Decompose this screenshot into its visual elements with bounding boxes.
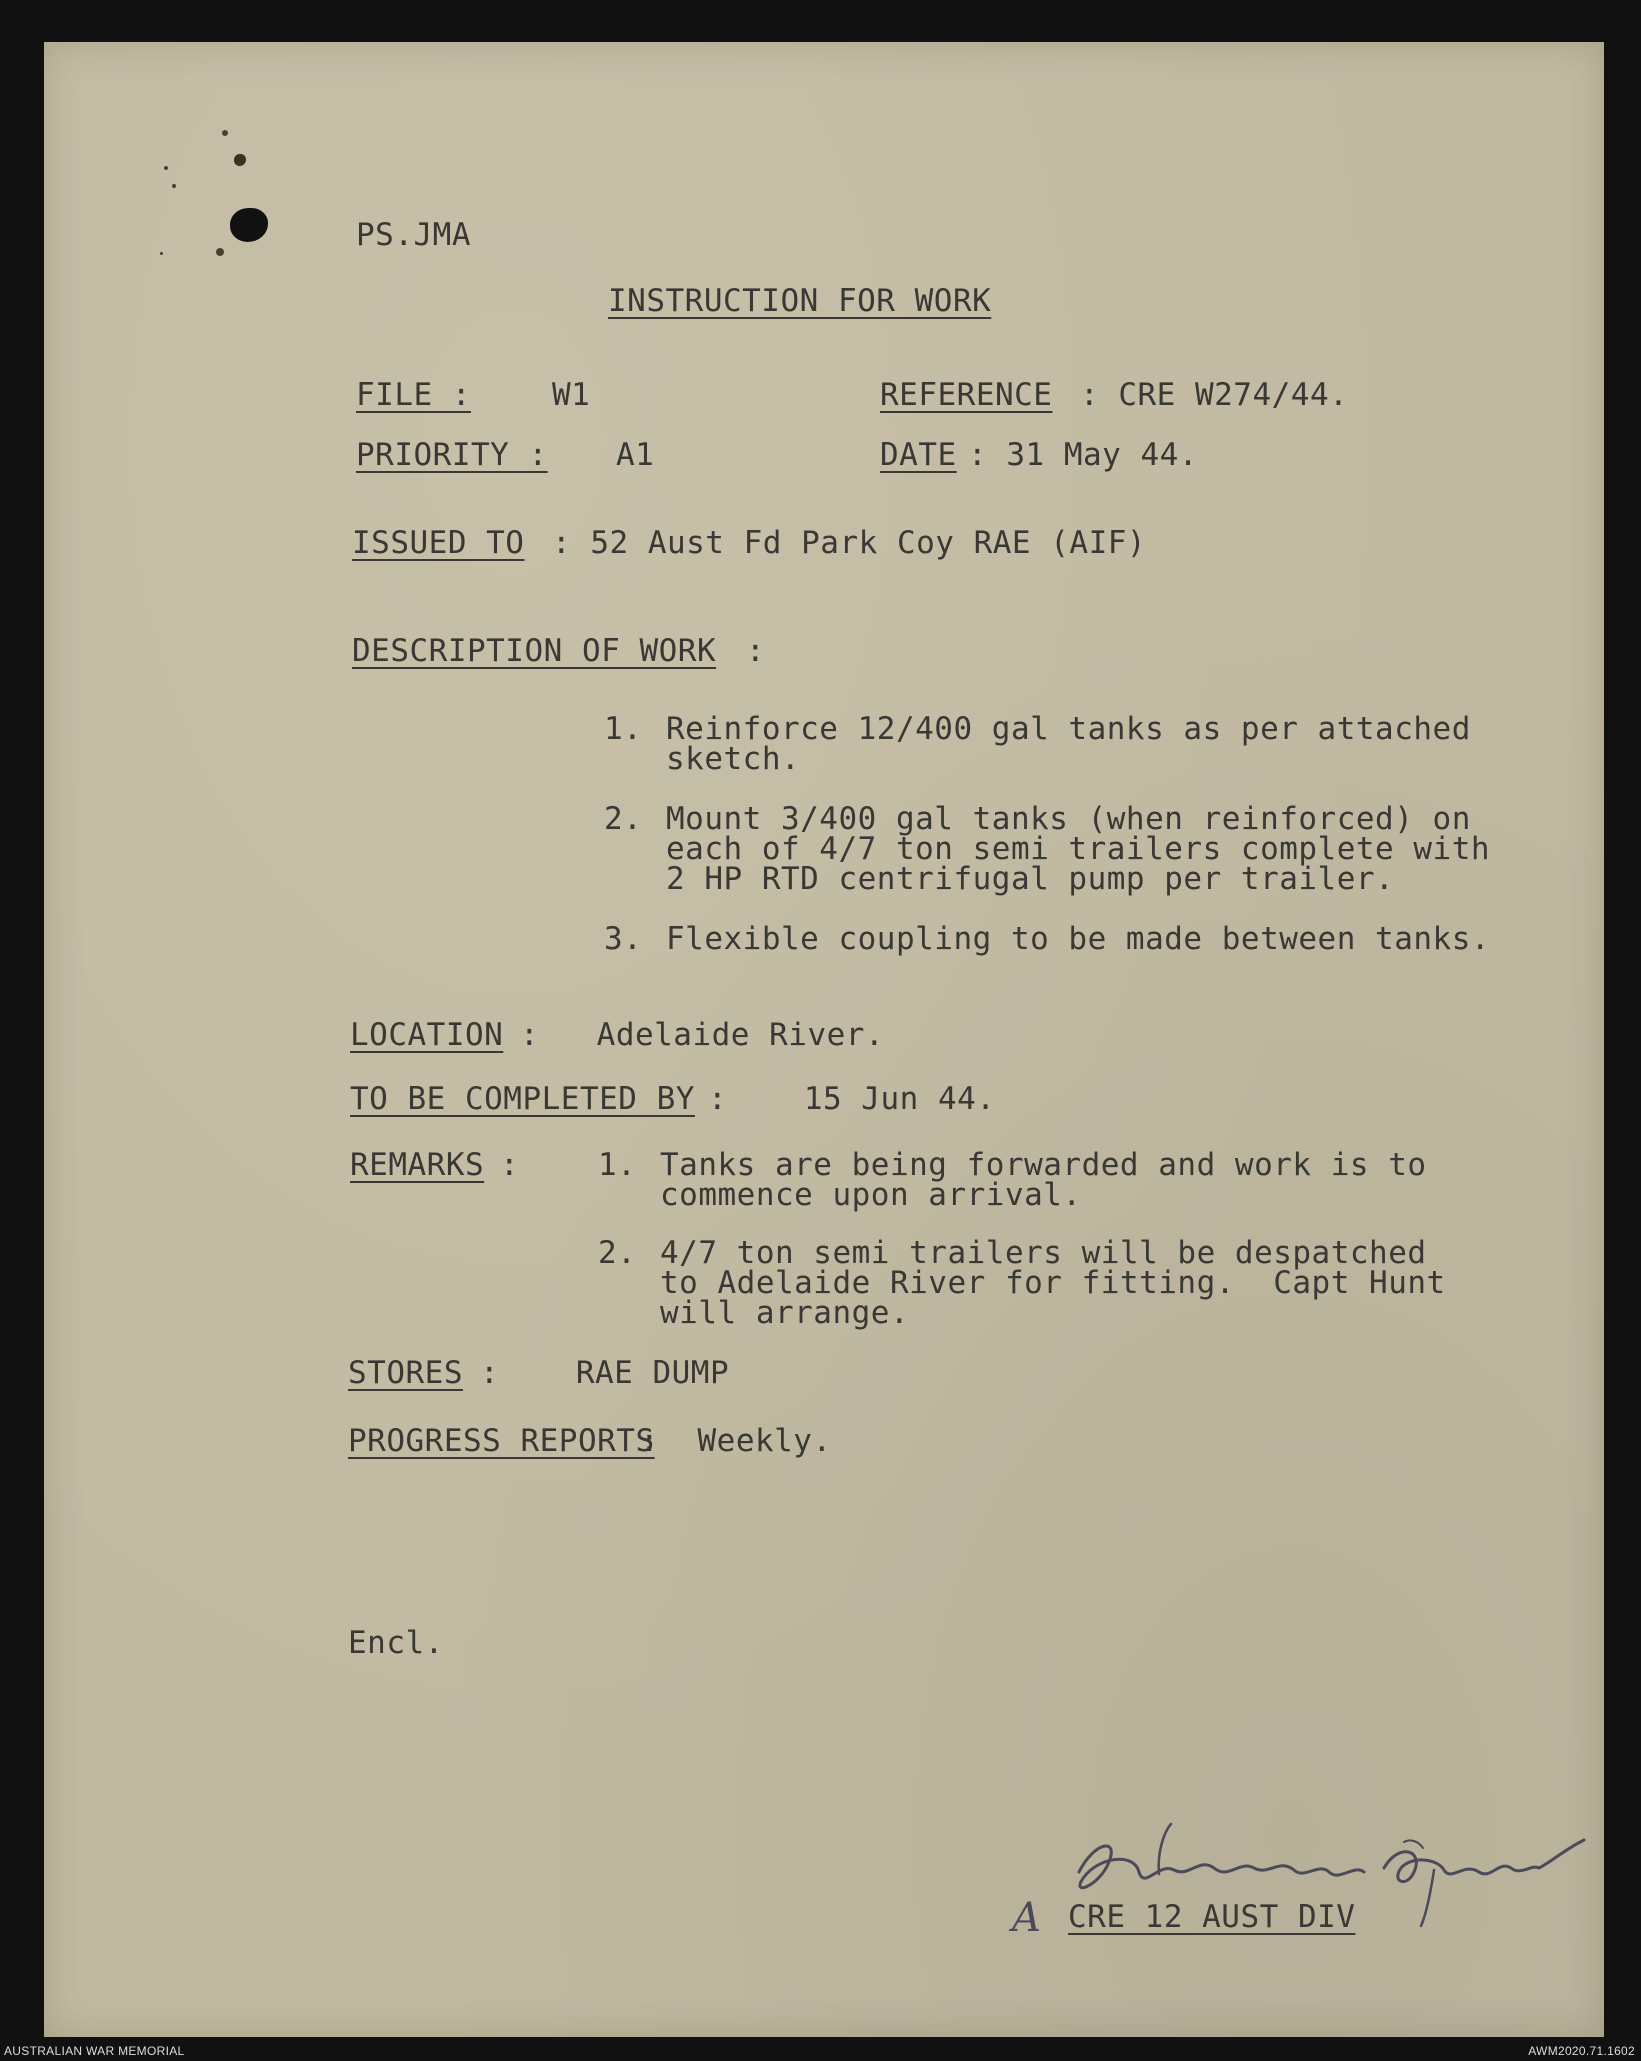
page-title: INSTRUCTION FOR WORK xyxy=(608,283,992,319)
signature-block: CRE 12 AUST DIV xyxy=(1068,1899,1356,1935)
description-item-text: Reinforce 12/400 gal tanks as per attached sketch. xyxy=(666,711,1471,777)
priority-value: A1 xyxy=(616,437,655,473)
remarks-item-number: 2. xyxy=(598,1235,637,1271)
file-value: W1 xyxy=(552,377,591,413)
location-label: LOCATION xyxy=(350,1017,504,1053)
description-item-text: Flexible coupling to be made between tanks. xyxy=(666,921,1491,957)
stores-value: : RAE DUMP xyxy=(480,1355,730,1391)
speck xyxy=(172,184,176,188)
speck xyxy=(160,252,163,255)
speck xyxy=(216,248,224,256)
completed-by-label: TO BE COMPLETED BY xyxy=(350,1081,695,1117)
location-value: : Adelaide River. xyxy=(520,1017,885,1053)
archive-institution: AUSTRALIAN WAR MEMORIAL xyxy=(4,2044,185,2058)
reference-label: REFERENCE xyxy=(880,377,1053,413)
remarks-label: REMARKS xyxy=(350,1147,485,1183)
date-value: : 31 May 44. xyxy=(968,437,1198,473)
completed-by-value: : 15 Jun 44. xyxy=(708,1081,996,1117)
date-label: DATE xyxy=(880,437,957,473)
speck xyxy=(222,130,228,136)
enclosure-note: Encl. xyxy=(348,1625,444,1661)
description-item-text: Mount 3/400 gal tanks (when reinforced) on each of 4/7 ton semi trailers complete with 2 HP RTD centrifugal pump per trailer. xyxy=(666,801,1491,897)
remarks-colon: : xyxy=(500,1147,520,1183)
punch-hole-small xyxy=(234,154,246,166)
document-page xyxy=(44,42,1604,2037)
remarks-item-number: 1. xyxy=(598,1147,637,1183)
progress-reports-value: : Weekly. xyxy=(640,1423,832,1459)
speck xyxy=(164,166,168,170)
description-colon: : xyxy=(746,633,766,669)
description-item-number: 1. xyxy=(604,711,643,747)
description-label: DESCRIPTION OF WORK xyxy=(352,633,717,669)
signature-prefix: A xyxy=(1012,1895,1042,1941)
description-item-number: 3. xyxy=(604,921,643,957)
ref-initials: PS.JMA xyxy=(356,217,471,253)
issued-to-label: ISSUED TO xyxy=(352,525,525,561)
archive-accession-number: AWM2020.71.1602 xyxy=(1528,2044,1635,2058)
issued-to-value: : 52 Aust Fd Park Coy RAE (AIF) xyxy=(552,525,1147,561)
remarks-item-text: Tanks are being forwarded and work is to commence upon arrival. xyxy=(660,1147,1427,1213)
punch-hole xyxy=(230,208,268,242)
stores-label: STORES xyxy=(348,1355,463,1391)
file-label: FILE : xyxy=(356,377,471,413)
description-item-number: 2. xyxy=(604,801,643,837)
progress-reports-label: PROGRESS REPORTS xyxy=(348,1423,655,1459)
remarks-item-text: 4/7 ton semi trailers will be despatched to Adelaide River for fitting. Capt Hunt will arrange. xyxy=(660,1235,1446,1331)
handwritten-signature xyxy=(1039,1802,1599,1962)
priority-label: PRIORITY : xyxy=(356,437,548,473)
reference-value: : CRE W274/44. xyxy=(1080,377,1349,413)
